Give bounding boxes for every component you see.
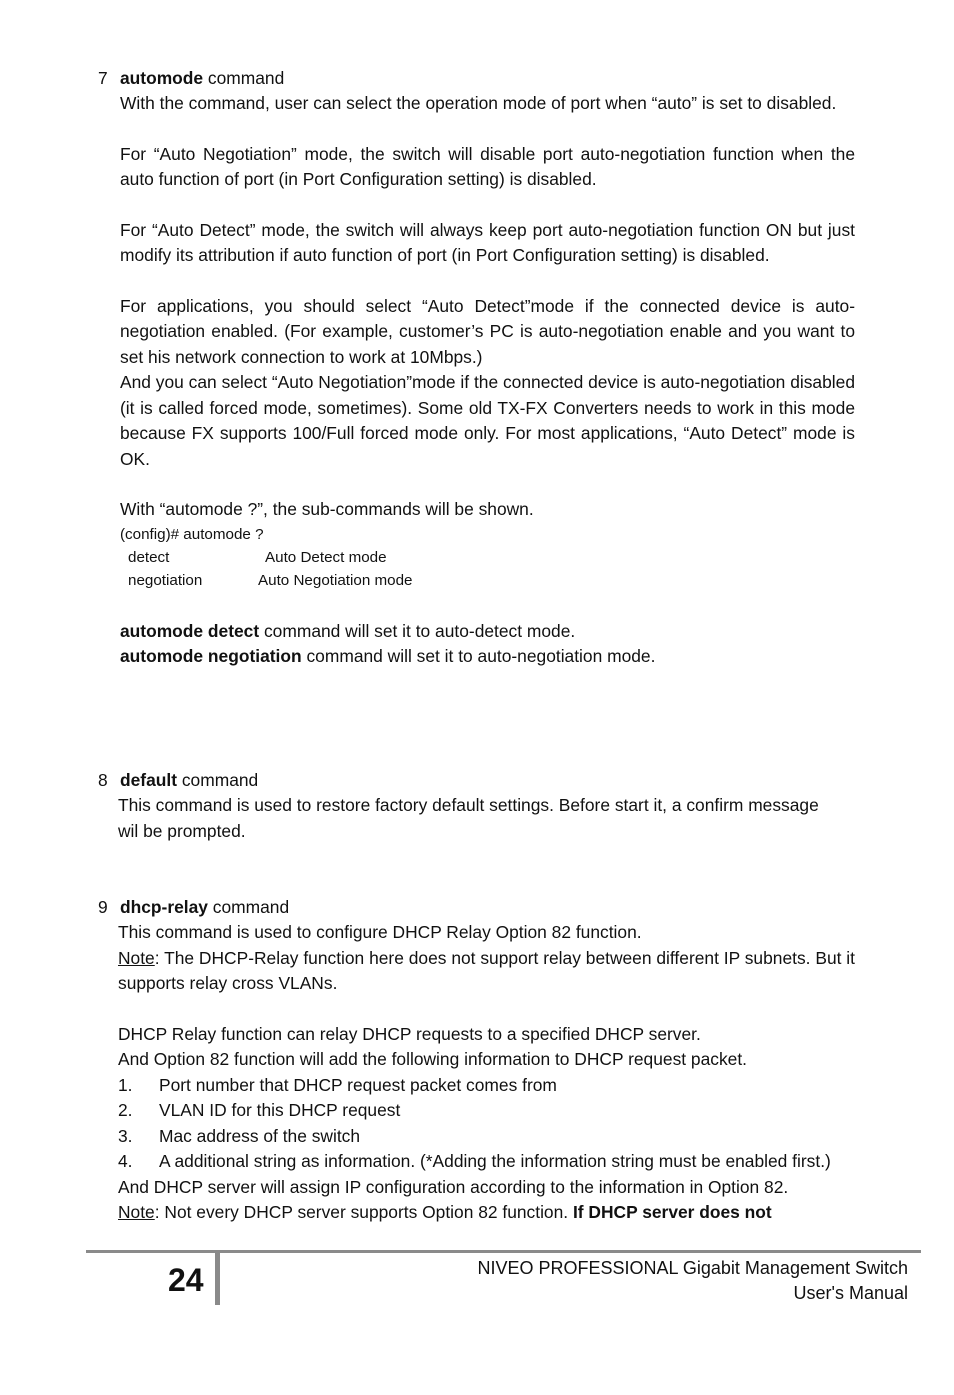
page-number-bar (215, 1253, 220, 1305)
footer-divider (86, 1250, 921, 1253)
list-number: 1. (118, 1074, 133, 1095)
code-cmd: detect (128, 548, 170, 566)
paragraph: And Option 82 function will add the following information to DHCP request packet. (118, 1049, 747, 1069)
page-number: 24 (168, 1262, 204, 1298)
code-cmd: negotiation (128, 571, 203, 589)
paragraph: DHCP Relay function can relay DHCP requests to a specified DHCP server. (118, 1023, 701, 1044)
paragraph: With “automode ?”, the sub-commands will be shown. (120, 499, 534, 519)
command-name: automode negotiation (120, 646, 302, 666)
note (118, 946, 855, 997)
command-name: automode detect (120, 620, 260, 641)
code-desc: Auto Detect mode (265, 548, 387, 566)
command-text: command will set it to auto-detect mode. (259, 620, 576, 641)
command-text: command will set it to auto-negotiation mode. (301, 646, 656, 666)
paragraph: This command is used to configure DHCP Relay Option 82 function. (118, 922, 642, 942)
list-item (118, 1073, 855, 1099)
code-block (120, 523, 855, 592)
paragraph: And DHCP server will assign IP configuration according to the information in Option 82. (118, 1176, 789, 1197)
section-body (118, 920, 855, 1226)
section-number: 9 (98, 897, 108, 917)
footer-title-line: User's Manual (793, 1283, 908, 1303)
section-number: 8 (98, 770, 108, 790)
list-text: Mac address of the switch (159, 1125, 361, 1146)
list-number: 2. (118, 1100, 133, 1120)
paragraph: And you can select “Auto Negotiation”mode if the connected device is auto-negotiation disabled (it is called forced mode, sometimes). Some old TX-FX Converters needs to work in this mode because FX supports 100/Full forced mode only. For most applications, “Auto Detect” mode is OK. (120, 372, 855, 469)
code-row (120, 546, 855, 569)
list-item (118, 1124, 855, 1150)
command-suffix: command (203, 68, 285, 88)
paragraph: For “Auto Negotiation” mode, the switch will disable port auto-negotiation function when the auto function of port (in Port Configuration setting) is disabled. (120, 143, 855, 189)
command-keyword: automode (120, 68, 204, 88)
list-item (118, 1149, 855, 1175)
command-suffix: command (177, 770, 259, 790)
note (118, 1200, 855, 1226)
list-text: Port number that DHCP request packet comes from (159, 1074, 557, 1095)
command-keyword: dhcp-relay (120, 897, 208, 917)
paragraph: This command is used to restore factory default settings. Before start it, a confirm message wil be prompted. (118, 795, 819, 841)
section-heading (120, 768, 258, 794)
list-number: 3. (118, 1125, 133, 1146)
list-item (118, 1098, 855, 1124)
command-keyword: default (120, 770, 178, 790)
footer-title (478, 1256, 909, 1306)
command-suffix: command (207, 897, 290, 917)
section-heading (120, 895, 289, 921)
command-description (120, 644, 855, 670)
code-prompt: (config)# automode ? (120, 525, 264, 543)
info-list (118, 1073, 855, 1175)
list-text: VLAN ID for this DHCP request (159, 1100, 401, 1120)
paragraph: With the command, user can select the operation mode of port when “auto” is set to disabled. (120, 93, 837, 113)
note-text: : The DHCP-Relay function here does not support relay between different IP subnets. But it supports relay cross VLANs. (118, 947, 855, 993)
list-number: 4. (118, 1151, 133, 1171)
code-desc: Auto Negotiation mode (258, 571, 413, 589)
paragraph: For applications, you should select “Auto Detect”mode if the connected device is auto-negotiation enabled. (For example, customer’s PC is auto-negotiation enable and you want to set his network connection to work at 10Mbps.) (120, 295, 855, 367)
footer-title-line: NIVEO PROFESSIONAL Gigabit Management Switch (477, 1258, 908, 1278)
section-body (120, 91, 855, 670)
paragraph: For “Auto Detect” mode, the switch will always keep port auto-negotiation function ON but just modify its attribution if auto function of port (in Port Configuration setting) is disabled. (120, 219, 855, 265)
note-label: Note (118, 1202, 155, 1222)
section-body (118, 793, 830, 844)
note-bold: If DHCP server does not (572, 1202, 772, 1222)
code-row (120, 569, 855, 592)
section-heading (120, 66, 284, 92)
note-text: : Not every DHCP server supports Option 82 function. (154, 1202, 573, 1222)
command-description (120, 619, 855, 645)
list-text: A additional string as information. (*Adding the information string must be enabled first.) (159, 1151, 831, 1171)
section-number: 7 (98, 68, 108, 88)
note-label: Note (118, 947, 155, 968)
